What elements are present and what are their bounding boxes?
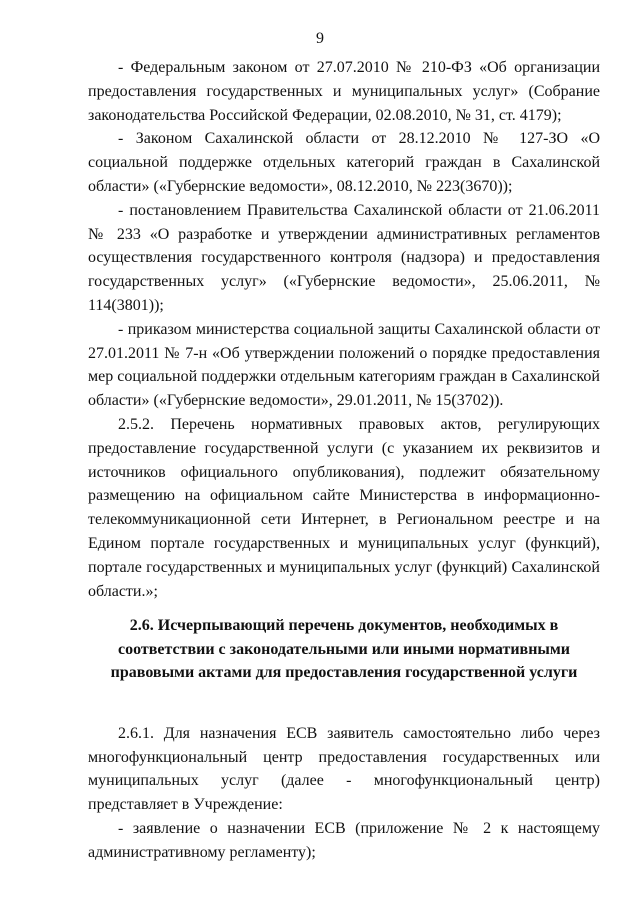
- section-heading: [88, 614, 600, 685]
- document-body: [88, 56, 600, 865]
- paragraph-government-decree: - постановлением Правительства Сахалинской области от 21.06.2011 № 233 «О разработке и утверждении административных регламентов осуществления государственного контроля (надзора) и предоставления государственных услуг» («Губернские ведомости», 25.06.2011, № 114(3801));: [88, 201, 600, 314]
- paragraph-2-5-2: 2.5.2. Перечень нормативных правовых актов, регулирующих предоставление государственной услуги (с указанием их реквизитов и источников официального опубликования), подлежит обязательному размещению на официальном сайте Министерства в информационно-телекоммуникационной сети Интернет, в Региональном реестре и на Едином портале государственных и муниципальных услуг (функций), портале государственных и муниципальных услуг (функций) Сахалинской области.»;: [88, 415, 600, 600]
- paragraph-regional-law: - Законом Сахалинской области от 28.12.2010 № 127-ЗО «О социальной поддержке отдельных категорий граждан в Сахалинской области» («Губернские ведомости», 08.12.2010, № 223(3670));: [88, 130, 600, 195]
- paragraph-ministry-order: - приказом министерства социальной защиты Сахалинской области от 27.01.2011 № 7-н «Об утверждении положений о порядке предоставления мер социальной поддержки отдельным категориям граждан в Сахалинской области» («Губернские ведомости», 29.01.2011, № 15(3702)).: [88, 320, 600, 410]
- page-number: 9: [316, 30, 324, 47]
- heading-line: соответствии с законодательными или иными нормативными: [117, 640, 571, 658]
- paragraph-federal-law: - Федеральным законом от 27.07.2010 № 210-ФЗ «Об организации предоставления государственных и муниципальных услуг» (Собрание законодательства Российской Федерации, 02.08.2010, № 31, ст. 4179);: [88, 59, 600, 124]
- paragraph-application: - заявление о назначении ЕСВ (приложение № 2 к настоящему административному регламенту);: [88, 820, 600, 861]
- heading-line: 2.6. Исчерпывающий перечень документов, необходимых в: [129, 617, 559, 635]
- spacer: [88, 685, 600, 722]
- heading-line: правовыми актами для предоставления государственной услуги: [110, 664, 578, 682]
- paragraph-2-6-1: 2.6.1. Для назначения ЕСВ заявитель самостоятельно либо через многофункциональный центр предоставления государственных или муниципальных услуг (далее - многофункциональный центр) представляет в Учреждение:: [88, 724, 600, 814]
